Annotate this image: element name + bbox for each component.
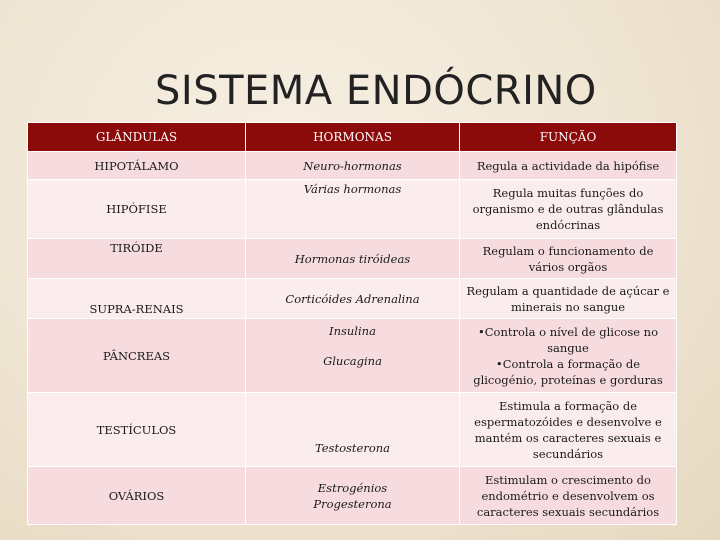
header-glandulas: GLÂNDULAS xyxy=(28,123,246,152)
table-row xyxy=(28,393,677,467)
hormone-cell xyxy=(246,319,460,393)
hormone-insulina: Insulina xyxy=(329,324,376,338)
hormone-cell xyxy=(246,467,460,525)
function-cell: Regula muitas funções do organismo e de outras glândulas endócrinas xyxy=(460,180,677,239)
header-hormonas: HORMONAS xyxy=(246,123,460,152)
function-cell: Regulam o funcionamento de vários orgãos xyxy=(460,239,677,279)
hormone-cell: Hormonas tiróideas xyxy=(246,239,460,279)
function-cell: Regula a actividade da hipófise xyxy=(460,152,677,180)
table-row xyxy=(28,239,677,279)
hormone-cell: Neuro-hormonas xyxy=(246,152,460,180)
gland-cell: HIPOTÁLAMO xyxy=(28,152,246,180)
function-cell: Regulam a quantidade de açúcar e minerais no sangue xyxy=(460,279,677,319)
slide-title: SISTEMA ENDÓCRINO xyxy=(155,68,597,114)
hormone-estrogenios: Estrogénios xyxy=(317,480,388,495)
function-line-1: •Controla o nível de glicose no sangue xyxy=(477,324,659,355)
function-cell: Estimulam o crescimento do endométrio e desenvolvem os caracteres sexuais secundários xyxy=(460,467,677,525)
gland-cell: OVÁRIOS xyxy=(28,467,246,525)
endocrine-table xyxy=(27,122,677,525)
table-row xyxy=(28,319,677,393)
hormone-cell: Testosterona xyxy=(246,393,460,467)
hormone-cell: Várias hormonas xyxy=(246,180,460,239)
function-line-2: •Controla a formação de glicogénio, proteínas e gorduras xyxy=(473,356,663,387)
hormone-cell: Corticóides Adrenalina xyxy=(246,279,460,319)
table-row xyxy=(28,180,677,239)
gland-cell: TESTÍCULOS xyxy=(28,393,246,467)
gland-cell: PÂNCREAS xyxy=(28,319,246,393)
hormone-progesterona: Progesterona xyxy=(313,496,392,511)
hormone-glucagina: Glucagina xyxy=(323,354,382,368)
table-row xyxy=(28,152,677,180)
function-cell xyxy=(460,319,677,393)
table-header-row xyxy=(28,123,677,152)
function-cell: Estimula a formação de espermatozóides e desenvolve e mantém os caracteres sexuais e secundários xyxy=(460,393,677,467)
gland-cell: HIPÓFISE xyxy=(28,180,246,239)
table-row xyxy=(28,279,677,319)
gland-cell: SUPRA-RENAIS xyxy=(28,279,246,319)
table-row xyxy=(28,467,677,525)
gland-cell: TIRÓIDE xyxy=(28,239,246,279)
header-funcao: FUNÇÃO xyxy=(460,123,677,152)
